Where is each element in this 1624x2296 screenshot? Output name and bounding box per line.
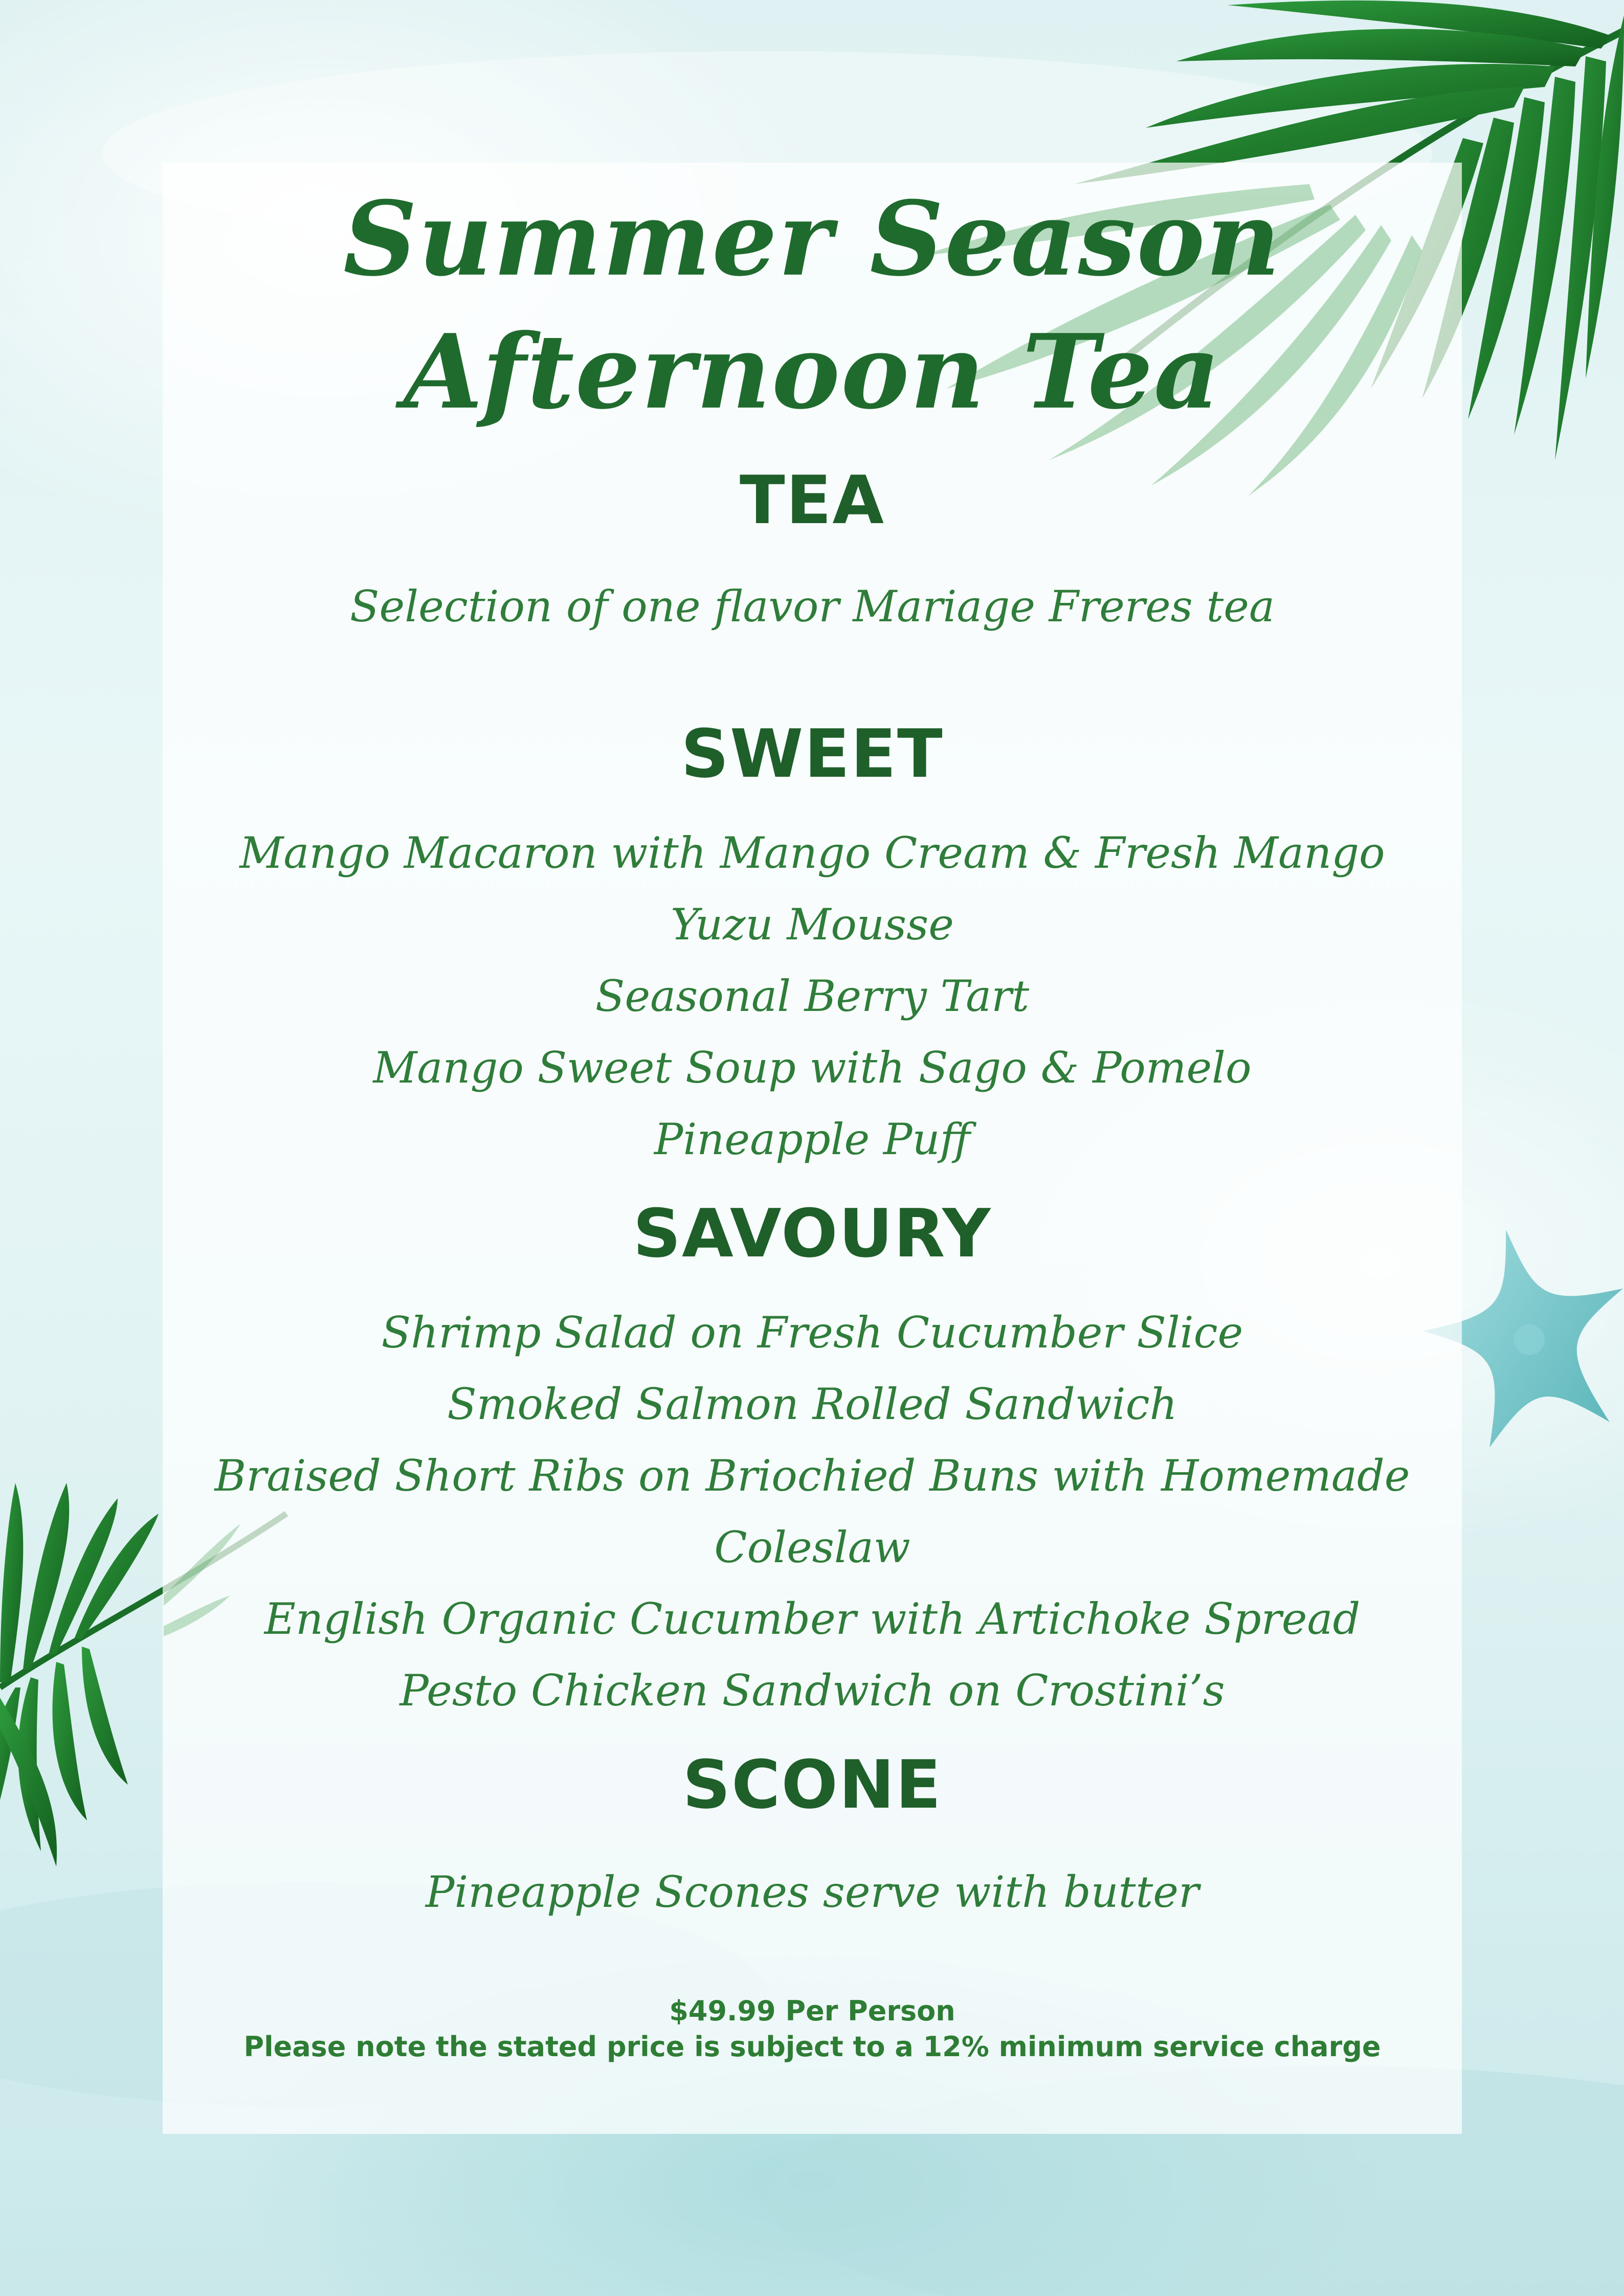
section-items-sweet — [163, 817, 1462, 1175]
menu-footer — [163, 1993, 1462, 2065]
section-scone — [163, 1744, 1462, 1928]
section-tea — [163, 459, 1462, 642]
menu-title — [163, 173, 1462, 439]
section-heading-sweet: SWEET — [681, 715, 944, 793]
section-heading-scone: SCONE — [682, 1746, 942, 1824]
menu-item: Pesto Chicken Sandwich on Crostini’s — [399, 1665, 1225, 1716]
section-heading-savoury: SAVOURY — [633, 1195, 992, 1272]
section-items-scone — [163, 1856, 1462, 1928]
section-savoury — [163, 1192, 1462, 1726]
section-items-savoury — [163, 1297, 1462, 1726]
menu-item: Pineapple Scones serve with butter — [425, 1867, 1199, 1917]
title-line-2: Afternoon Tea — [403, 312, 1221, 432]
menu-item: Seasonal Berry Tart — [595, 971, 1030, 1021]
title-line-1: Summer Season — [343, 179, 1281, 299]
menu-item: Mango Macaron with Mango Cream & Fresh Mango — [239, 828, 1385, 878]
service-charge-note: Please note the stated price is subject to a 12% minimum service charge — [243, 2031, 1381, 2063]
section-heading-tea: TEA — [739, 461, 885, 539]
menu-item: Mango Sweet Soup with Sago & Pomelo — [373, 1043, 1252, 1093]
menu-item: Pineapple Puff — [654, 1114, 971, 1164]
menu-content — [163, 163, 1462, 1928]
section-items-tea — [163, 571, 1462, 642]
price-label: $49.99 Per Person — [669, 1995, 955, 2027]
section-sweet — [163, 713, 1462, 1175]
menu-item: Smoked Salmon Rolled Sandwich — [447, 1379, 1177, 1429]
menu-item: English Organic Cucumber with Artichoke Spread — [264, 1594, 1361, 1644]
menu-item: Yuzu Mousse — [671, 899, 954, 950]
menu-item: Selection of one flavor Mariage Freres tea — [349, 581, 1275, 632]
menu-item: Braised Short Ribs on Briochied Buns with Homemade Coleslaw — [214, 1451, 1410, 1572]
menu-item: Shrimp Salad on Fresh Cucumber Slice — [381, 1308, 1243, 1358]
